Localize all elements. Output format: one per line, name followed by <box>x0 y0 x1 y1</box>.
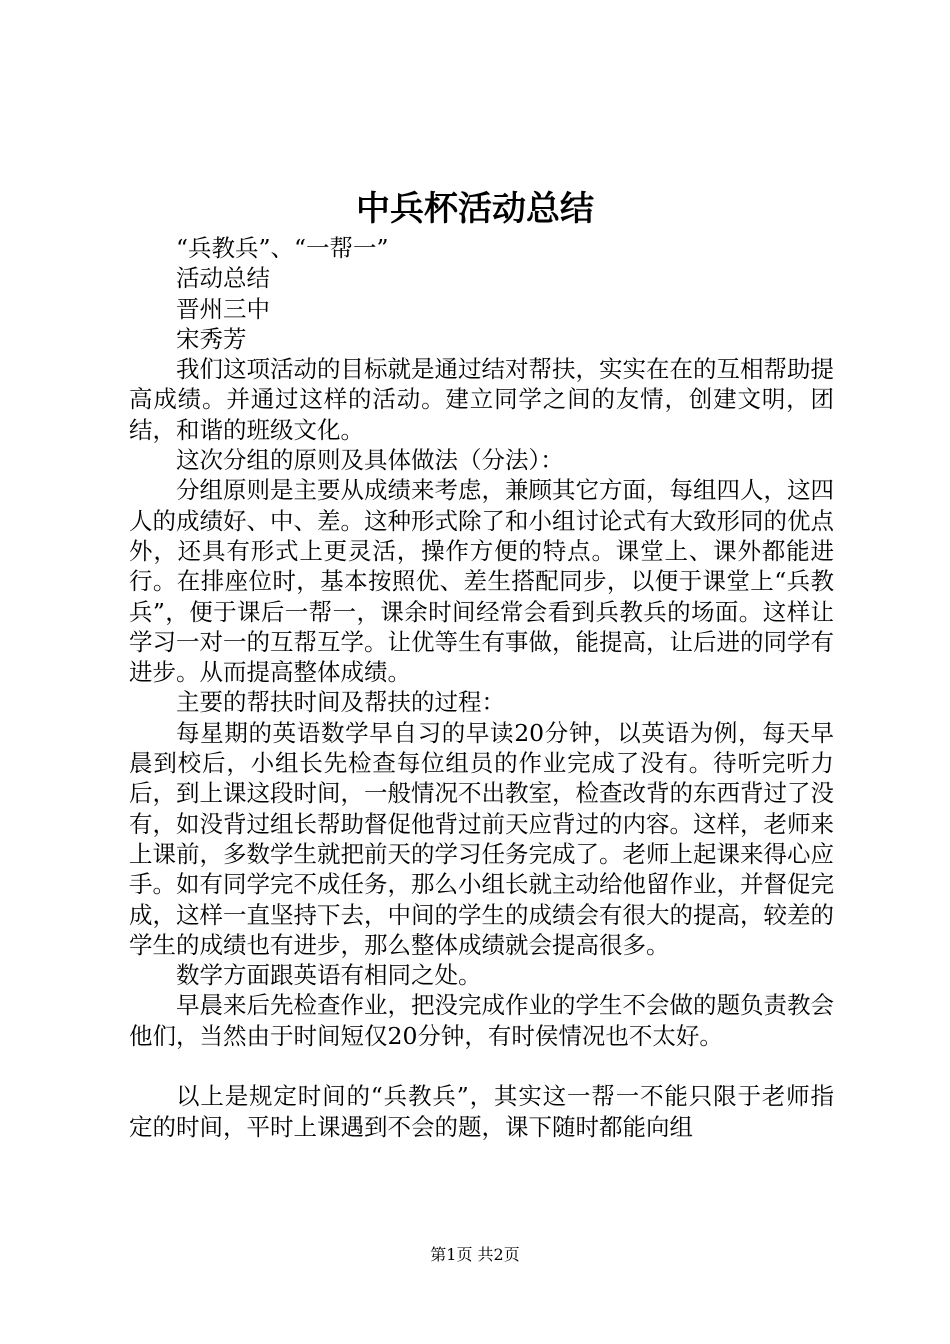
paragraph-author: 宋秀芳 <box>176 324 247 353</box>
paragraph: 数学方面跟英语有相同之处。 <box>176 961 482 990</box>
paragraph-subtitle: “兵教兵”、“一帮一” <box>176 234 389 262</box>
paragraph: 这次分组的原则及具体做法（分法）： <box>176 446 564 475</box>
paragraph: 以上是规定时间的“兵教兵”，其实这一帮一不能只限于老师指定的时间，平时上课遇到不会的题，课下随时都能向组 <box>129 1082 834 1141</box>
paragraph-heading: 活动总结 <box>176 264 270 293</box>
paragraph: 我们这项活动的目标就是通过结对帮扶，实实在在的互相帮助提高成绩。并通过这样的活动。建立同学之间的友情，创建文明，团结，和谐的班级文化。 <box>129 355 834 444</box>
paragraph: 早晨来后先检查作业，把没完成作业的学生不会做的题负责教会他们，当然由于时间短仅20分钟，有时侯情况也不太好。 <box>129 991 834 1050</box>
page-footer: 第1页 共2页 <box>430 1245 520 1264</box>
paragraph: 主要的帮扶时间及帮扶的过程： <box>176 688 505 717</box>
paragraph: 每星期的英语数学早自习的早读20分钟，以英语为例，每天早晨到校后，小组长先检查每位组员的作业完成了没有。待听完听力后，到上课这段时间，一般情况不出教室，检查改背的东西背过了没有，如没背过组长帮助督促他背过前天应背过的内容。这样，老师来上课前，多数学生就把前天的学习任务完成了。老师上起课来得心应手。如有同学完不成任务，那么小组长就主动给他留作业，并督促完成，这样一直坚持下去，中间的学生的成绩会有很大的提高，较差的学生的成绩也有进步，那么整体成绩就会提高很多。 <box>129 718 834 959</box>
document-body <box>129 233 834 1142</box>
document-title: 中兵杯活动总结 <box>356 189 594 229</box>
paragraph-school: 晋州三中 <box>176 294 270 323</box>
blank-line <box>129 1051 834 1081</box>
paragraph: 分组原则是主要从成绩来考虑，兼顾其它方面，每组四人，这四人的成绩好、中、差。这种形式除了和小组讨论式有大致形同的优点外，还具有形式上更灵活，操作方便的特点。课堂上、课外都能进行。在排座位时，基本按照优、差生搭配同步，以便于课堂上“兵教兵”，便于课后一帮一，课余时间经常会看到兵教兵的场面。这样让学习一对一的互帮互学。让优等生有事做，能提高，让后进的同学有进步。从而提高整体成绩。 <box>129 476 834 687</box>
